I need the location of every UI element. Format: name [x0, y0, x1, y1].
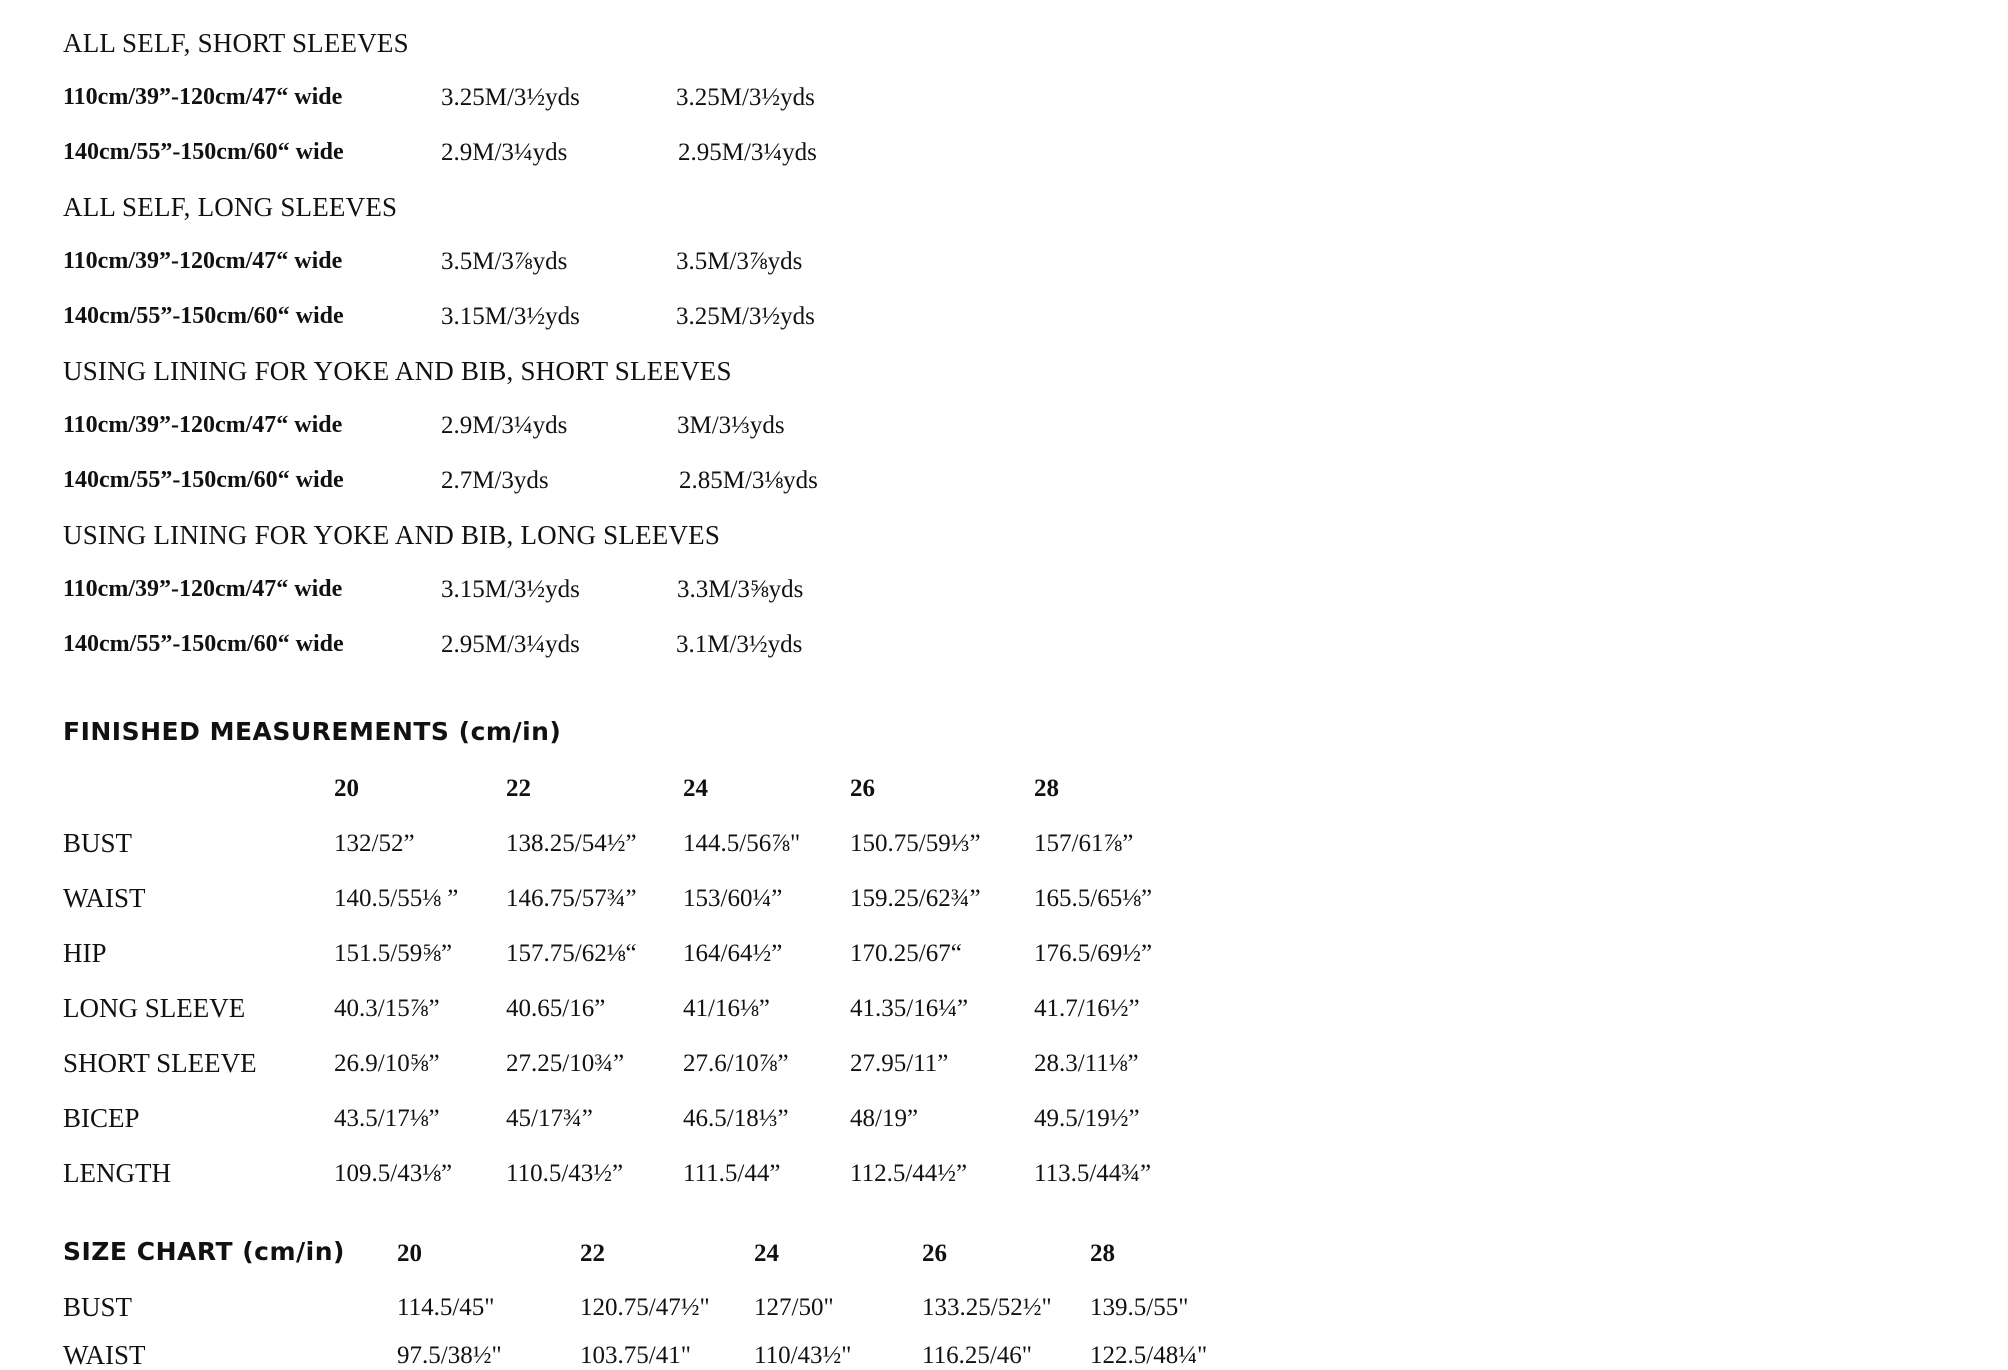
yardage-value: 3.5M/3⅞yds [441, 248, 568, 275]
fabric-width-label: 140cm/55”-150cm/60“ wide [63, 303, 344, 329]
finished-cell: 46.5/18⅓” [683, 1105, 789, 1132]
finished-cell: 40.3/15⅞” [334, 995, 440, 1022]
yardage-heading-all-self-long: ALL SELF, LONG SLEEVES [63, 192, 398, 222]
yardage-value: 3M/3⅓yds [677, 412, 785, 439]
finished-row-label: LENGTH [63, 1158, 171, 1188]
size-chart-cell: 114.5/45" [397, 1294, 495, 1321]
size-chart-cell: 122.5/48¼" [1090, 1342, 1208, 1369]
finished-cell: 165.5/65⅛” [1034, 885, 1153, 912]
size-chart-row-label: BUST [63, 1292, 133, 1322]
fabric-width-label: 110cm/39”-120cm/47“ wide [63, 248, 343, 274]
fabric-width-label: 140cm/55”-150cm/60“ wide [63, 139, 344, 165]
size-chart-cell: 116.25/46" [922, 1342, 1032, 1369]
size-chart-size-header: 24 [754, 1240, 779, 1267]
yardage-heading-all-self-short: ALL SELF, SHORT SLEEVES [63, 28, 409, 58]
finished-cell: 146.75/57¾” [506, 885, 637, 912]
finished-cell: 132/52” [334, 830, 415, 857]
finished-measurements-heading: FINISHED MEASUREMENTS (cm/in) [63, 717, 562, 746]
finished-cell: 27.95/11” [850, 1050, 949, 1077]
finished-row-label: HIP [63, 938, 107, 968]
finished-cell: 164/64½” [683, 940, 783, 967]
finished-cell: 113.5/44¾” [1034, 1160, 1152, 1187]
yardage-value: 3.25M/3½yds [676, 303, 815, 330]
size-chart-size-header: 20 [397, 1240, 422, 1267]
finished-row-label: LONG SLEEVE [63, 993, 246, 1023]
finished-cell: 41/16⅛” [683, 995, 770, 1022]
yardage-value: 2.95M/3¼yds [678, 139, 817, 166]
size-chart-cell: 139.5/55" [1090, 1294, 1189, 1321]
finished-cell: 40.65/16” [506, 995, 606, 1022]
finished-size-header: 20 [334, 775, 359, 802]
finished-size-header: 22 [506, 775, 531, 802]
yardage-value: 3.5M/3⅞yds [676, 248, 803, 275]
finished-cell: 140.5/55⅛ ” [334, 885, 459, 912]
size-chart-size-header: 22 [580, 1240, 605, 1267]
size-chart-cell: 110/43½" [754, 1342, 852, 1369]
yardage-value: 3.1M/3½yds [676, 631, 803, 658]
finished-size-header: 28 [1034, 775, 1059, 802]
finished-cell: 43.5/17⅛” [334, 1105, 440, 1132]
yardage-value: 2.85M/3⅛yds [679, 467, 818, 494]
size-chart-row-label: WAIST [63, 1340, 146, 1370]
finished-cell: 48/19” [850, 1105, 919, 1132]
finished-cell: 151.5/59⅝” [334, 940, 453, 967]
finished-cell: 111.5/44” [683, 1160, 781, 1187]
finished-cell: 49.5/19½” [1034, 1105, 1140, 1132]
fabric-width-label: 110cm/39”-120cm/47“ wide [63, 576, 343, 602]
finished-cell: 26.9/10⅝” [334, 1050, 440, 1077]
size-chart-size-header: 26 [922, 1240, 947, 1267]
finished-cell: 157/61⅞” [1034, 830, 1134, 857]
fabric-width-label: 140cm/55”-150cm/60“ wide [63, 467, 344, 493]
finished-cell: 41.35/16¼” [850, 995, 969, 1022]
finished-cell: 159.25/62¾” [850, 885, 981, 912]
yardage-heading-lining-short: USING LINING FOR YOKE AND BIB, SHORT SLEEVES [63, 356, 732, 386]
finished-row-label: BICEP [63, 1103, 140, 1133]
finished-cell: 109.5/43⅛” [334, 1160, 453, 1187]
finished-cell: 138.25/54½” [506, 830, 637, 857]
fabric-width-label: 110cm/39”-120cm/47“ wide [63, 84, 343, 110]
finished-cell: 150.75/59⅓” [850, 830, 981, 857]
yardage-value: 2.9M/3¼yds [441, 139, 568, 166]
fabric-width-label: 140cm/55”-150cm/60“ wide [63, 631, 344, 657]
finished-row-label: SHORT SLEEVE [63, 1048, 257, 1078]
finished-cell: 170.25/67“ [850, 940, 962, 967]
yardage-value: 2.95M/3¼yds [441, 631, 580, 658]
finished-cell: 157.75/62⅛“ [506, 940, 637, 967]
size-chart-cell: 127/50" [754, 1294, 834, 1321]
yardage-value: 2.9M/3¼yds [441, 412, 568, 439]
yardage-value: 3.3M/3⅝yds [677, 576, 804, 603]
finished-cell: 41.7/16½” [1034, 995, 1140, 1022]
yardage-heading-lining-long: USING LINING FOR YOKE AND BIB, LONG SLEEVES [63, 520, 721, 550]
finished-cell: 144.5/56⅞" [683, 830, 801, 857]
finished-size-header: 26 [850, 775, 875, 802]
finished-cell: 27.6/10⅞” [683, 1050, 789, 1077]
size-chart-cell: 97.5/38½" [397, 1342, 502, 1369]
yardage-value: 3.25M/3½yds [441, 84, 580, 111]
finished-cell: 153/60¼” [683, 885, 783, 912]
size-chart-heading: SIZE CHART (cm/in) [63, 1237, 345, 1266]
finished-cell: 28.3/11⅛” [1034, 1050, 1139, 1077]
finished-row-label: WAIST [63, 883, 146, 913]
size-chart-cell: 103.75/41" [580, 1342, 691, 1369]
finished-cell: 110.5/43½” [506, 1160, 624, 1187]
size-chart-size-header: 28 [1090, 1240, 1115, 1267]
finished-row-label: BUST [63, 828, 133, 858]
yardage-value: 3.25M/3½yds [676, 84, 815, 111]
finished-cell: 45/17¾” [506, 1105, 593, 1132]
finished-size-header: 24 [683, 775, 708, 802]
yardage-value: 2.7M/3yds [441, 467, 549, 494]
size-chart-cell: 120.75/47½" [580, 1294, 710, 1321]
fabric-width-label: 110cm/39”-120cm/47“ wide [63, 412, 343, 438]
finished-cell: 112.5/44½” [850, 1160, 968, 1187]
size-chart-cell: 133.25/52½" [922, 1294, 1052, 1321]
yardage-value: 3.15M/3½yds [441, 303, 580, 330]
yardage-value: 3.15M/3½yds [441, 576, 580, 603]
finished-cell: 27.25/10¾” [506, 1050, 625, 1077]
finished-cell: 176.5/69½” [1034, 940, 1153, 967]
